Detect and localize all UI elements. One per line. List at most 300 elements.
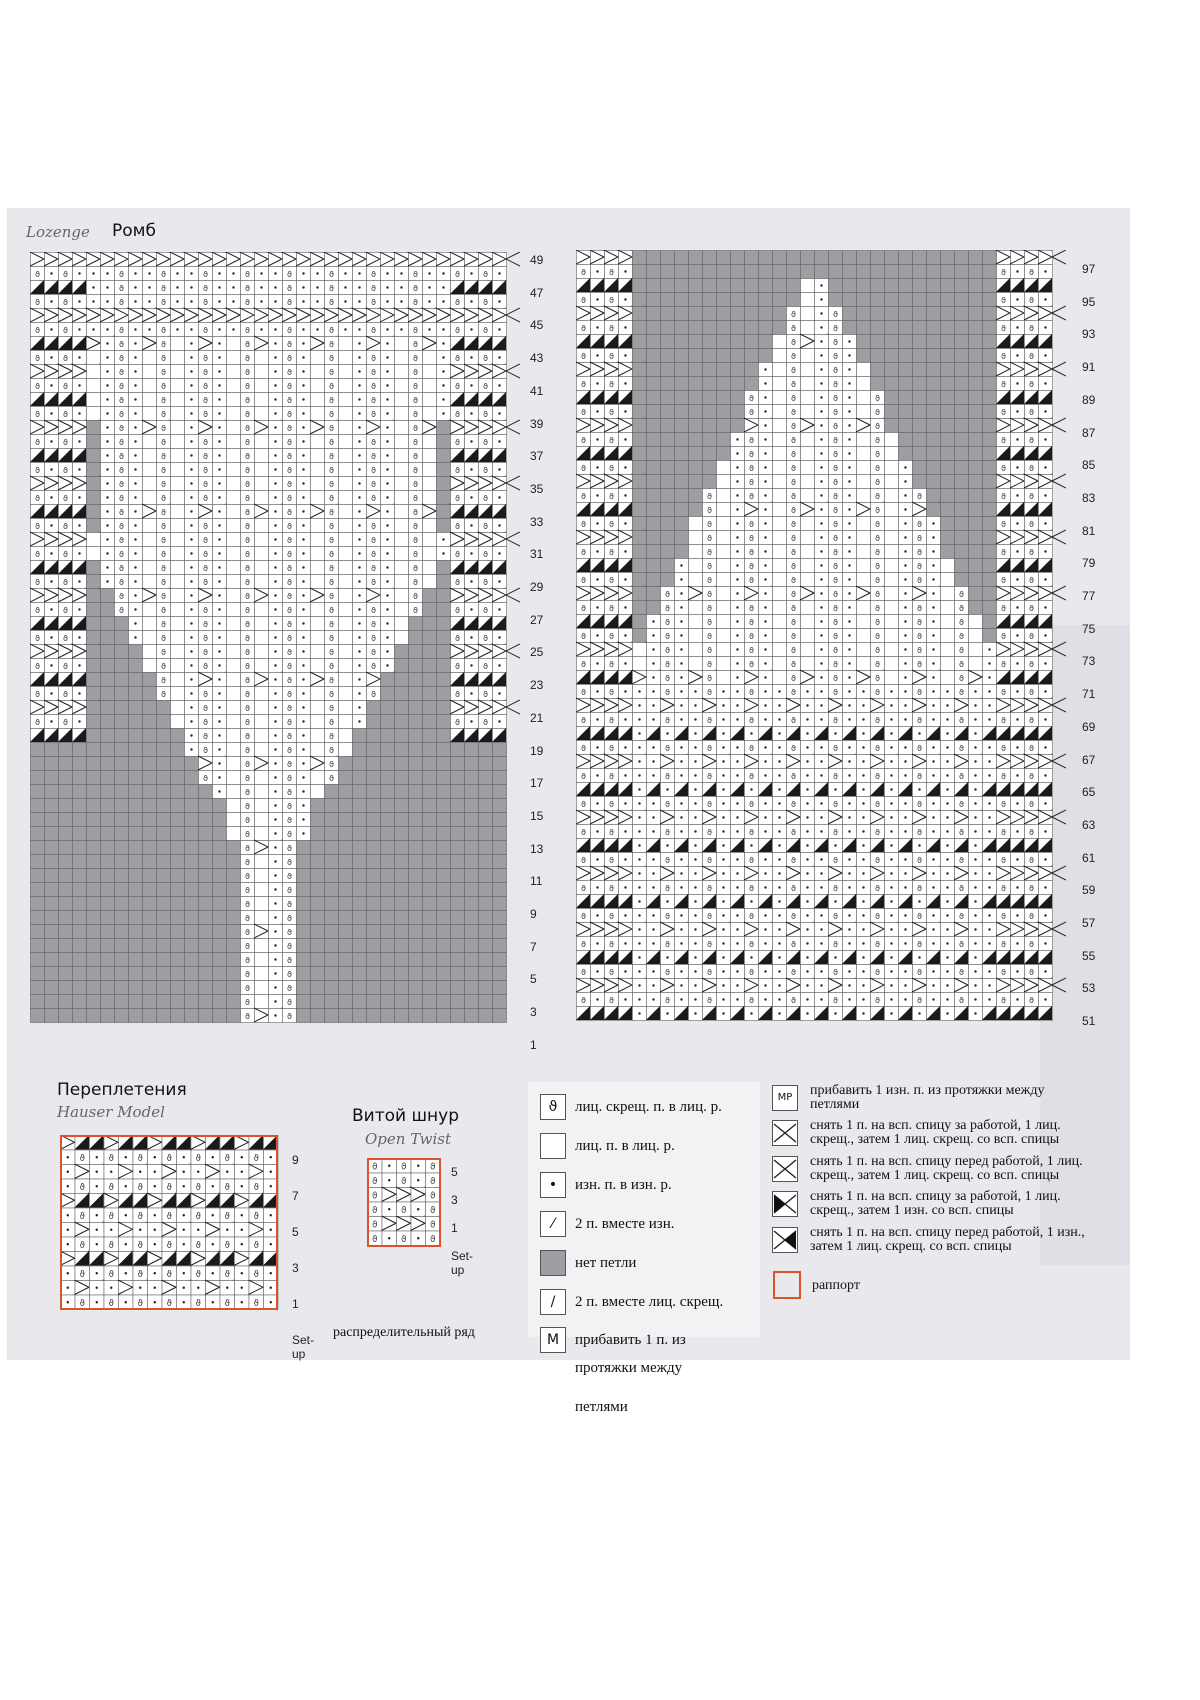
svg-text:ϑ: ϑ	[161, 354, 166, 363]
svg-text:ϑ: ϑ	[959, 632, 964, 641]
svg-text:ϑ: ϑ	[245, 984, 250, 993]
svg-text:ϑ: ϑ	[749, 408, 754, 417]
svg-text:ϑ: ϑ	[413, 396, 418, 405]
svg-text:ϑ: ϑ	[791, 632, 796, 641]
svg-text:ϑ: ϑ	[581, 660, 586, 669]
svg-text:ϑ: ϑ	[1001, 380, 1006, 389]
svg-text:ϑ: ϑ	[329, 760, 334, 769]
svg-text:ϑ: ϑ	[245, 900, 250, 909]
svg-text:ϑ: ϑ	[791, 450, 796, 459]
svg-text:ϑ: ϑ	[791, 338, 796, 347]
svg-text:ϑ: ϑ	[287, 410, 292, 419]
svg-text:ϑ: ϑ	[581, 492, 586, 501]
lozenge-upper-row-label: 87	[1082, 425, 1096, 440]
lozenge-title-ru: Ромб	[112, 221, 156, 241]
svg-text:ϑ: ϑ	[833, 548, 838, 557]
svg-text:ϑ: ϑ	[161, 480, 166, 489]
svg-text:ϑ: ϑ	[609, 520, 614, 529]
svg-text:ϑ: ϑ	[161, 578, 166, 587]
svg-text:ϑ: ϑ	[287, 1012, 292, 1021]
svg-text:ϑ: ϑ	[1029, 548, 1034, 557]
hauser-row-label: 5	[292, 1225, 299, 1239]
svg-text:ϑ: ϑ	[749, 716, 754, 725]
svg-text:ϑ: ϑ	[833, 590, 838, 599]
svg-text:ϑ: ϑ	[287, 508, 292, 517]
legend-item-text: 2 п. вместе изн.	[575, 1216, 675, 1232]
legend-symbol-icon: ϑ	[540, 1094, 566, 1120]
svg-text:ϑ: ϑ	[413, 326, 418, 335]
svg-text:ϑ: ϑ	[609, 548, 614, 557]
lozenge-lower-row-label: 37	[530, 449, 544, 464]
svg-text:ϑ: ϑ	[917, 604, 922, 613]
svg-text:ϑ: ϑ	[413, 578, 418, 587]
svg-text:ϑ: ϑ	[609, 632, 614, 641]
svg-text:ϑ: ϑ	[483, 634, 488, 643]
svg-text:ϑ: ϑ	[371, 564, 376, 573]
svg-text:ϑ: ϑ	[329, 620, 334, 629]
svg-text:ϑ: ϑ	[581, 268, 586, 277]
svg-text:ϑ: ϑ	[707, 506, 712, 515]
svg-text:ϑ: ϑ	[371, 452, 376, 461]
svg-text:ϑ: ϑ	[413, 382, 418, 391]
svg-text:ϑ: ϑ	[791, 408, 796, 417]
legend-m-cont1: протяжки между	[575, 1360, 683, 1376]
svg-text:ϑ: ϑ	[35, 662, 40, 671]
svg-text:ϑ: ϑ	[329, 578, 334, 587]
cable-cross-icon	[772, 1156, 798, 1182]
svg-text:ϑ: ϑ	[581, 576, 586, 585]
svg-text:ϑ: ϑ	[63, 466, 68, 475]
svg-text:ϑ: ϑ	[371, 634, 376, 643]
svg-text:ϑ: ϑ	[329, 438, 334, 447]
lozenge-lower-cells	[30, 252, 520, 1023]
svg-text:ϑ: ϑ	[329, 396, 334, 405]
svg-text:ϑ: ϑ	[329, 368, 334, 377]
svg-text:ϑ: ϑ	[203, 536, 208, 545]
svg-text:ϑ: ϑ	[1001, 436, 1006, 445]
svg-text:ϑ: ϑ	[245, 410, 250, 419]
svg-text:ϑ: ϑ	[245, 970, 250, 979]
svg-text:ϑ: ϑ	[609, 436, 614, 445]
svg-text:ϑ: ϑ	[203, 732, 208, 741]
svg-text:ϑ: ϑ	[413, 480, 418, 489]
svg-text:ϑ: ϑ	[413, 606, 418, 615]
svg-text:ϑ: ϑ	[413, 536, 418, 545]
svg-text:ϑ: ϑ	[161, 284, 166, 293]
legend-item-text: изн. п. в изн. р.	[575, 1177, 672, 1193]
svg-text:ϑ: ϑ	[245, 760, 250, 769]
svg-text:ϑ: ϑ	[287, 802, 292, 811]
svg-text:ϑ: ϑ	[707, 716, 712, 725]
svg-text:ϑ: ϑ	[455, 354, 460, 363]
svg-text:ϑ: ϑ	[245, 536, 250, 545]
svg-text:ϑ: ϑ	[1001, 632, 1006, 641]
svg-text:ϑ: ϑ	[413, 438, 418, 447]
svg-text:ϑ: ϑ	[287, 844, 292, 853]
svg-text:ϑ: ϑ	[707, 604, 712, 613]
svg-text:ϑ: ϑ	[455, 690, 460, 699]
svg-text:ϑ: ϑ	[483, 578, 488, 587]
svg-text:ϑ: ϑ	[371, 368, 376, 377]
svg-text:ϑ: ϑ	[833, 674, 838, 683]
svg-text:ϑ: ϑ	[609, 296, 614, 305]
svg-text:ϑ: ϑ	[203, 368, 208, 377]
svg-text:ϑ: ϑ	[161, 494, 166, 503]
svg-text:ϑ: ϑ	[119, 410, 124, 419]
svg-text:ϑ: ϑ	[203, 620, 208, 629]
svg-text:ϑ: ϑ	[875, 660, 880, 669]
svg-text:ϑ: ϑ	[287, 396, 292, 405]
svg-text:ϑ: ϑ	[1029, 492, 1034, 501]
svg-text:ϑ: ϑ	[707, 548, 712, 557]
svg-text:ϑ: ϑ	[791, 478, 796, 487]
svg-text:ϑ: ϑ	[609, 324, 614, 333]
svg-text:ϑ: ϑ	[329, 480, 334, 489]
lozenge-lower-row-label: 1	[530, 1037, 537, 1052]
svg-text:ϑ: ϑ	[483, 550, 488, 559]
svg-text:ϑ: ϑ	[917, 716, 922, 725]
svg-text:ϑ: ϑ	[833, 380, 838, 389]
svg-text:ϑ: ϑ	[245, 298, 250, 307]
svg-text:ϑ: ϑ	[455, 718, 460, 727]
svg-text:ϑ: ϑ	[959, 646, 964, 655]
svg-text:ϑ: ϑ	[35, 690, 40, 699]
svg-text:ϑ: ϑ	[483, 522, 488, 531]
svg-text:ϑ: ϑ	[245, 494, 250, 503]
svg-text:ϑ: ϑ	[161, 606, 166, 615]
svg-text:ϑ: ϑ	[749, 492, 754, 501]
svg-text:ϑ: ϑ	[35, 326, 40, 335]
svg-text:ϑ: ϑ	[329, 284, 334, 293]
svg-text:ϑ: ϑ	[35, 438, 40, 447]
svg-text:ϑ: ϑ	[455, 494, 460, 503]
legend-symbol-icon: /	[540, 1289, 566, 1315]
svg-text:ϑ: ϑ	[287, 774, 292, 783]
svg-text:ϑ: ϑ	[287, 872, 292, 881]
svg-text:ϑ: ϑ	[917, 632, 922, 641]
lozenge-lower-row-label: 41	[530, 383, 544, 398]
svg-text:ϑ: ϑ	[203, 270, 208, 279]
lozenge-lower-row-label: 25	[530, 645, 544, 660]
svg-text:ϑ: ϑ	[371, 284, 376, 293]
svg-text:ϑ: ϑ	[707, 688, 712, 697]
svg-text:ϑ: ϑ	[119, 382, 124, 391]
svg-text:ϑ: ϑ	[245, 676, 250, 685]
lozenge-lower-row-label: 21	[530, 710, 544, 725]
lozenge-lower-row-label: 23	[530, 678, 544, 693]
svg-text:ϑ: ϑ	[581, 716, 586, 725]
svg-text:ϑ: ϑ	[287, 928, 292, 937]
hauser-row-label: Set-up	[292, 1333, 315, 1361]
svg-text:ϑ: ϑ	[581, 352, 586, 361]
lozenge-upper-row-label: 61	[1082, 850, 1096, 865]
svg-text:ϑ: ϑ	[581, 296, 586, 305]
svg-text:ϑ: ϑ	[581, 520, 586, 529]
svg-text:ϑ: ϑ	[581, 604, 586, 613]
svg-text:ϑ: ϑ	[35, 354, 40, 363]
lozenge-upper-row-label: 95	[1082, 294, 1096, 309]
svg-text:ϑ: ϑ	[35, 578, 40, 587]
svg-text:ϑ: ϑ	[581, 436, 586, 445]
svg-text:ϑ: ϑ	[875, 688, 880, 697]
svg-text:ϑ: ϑ	[875, 450, 880, 459]
svg-text:ϑ: ϑ	[287, 648, 292, 657]
svg-text:ϑ: ϑ	[791, 576, 796, 585]
svg-text:ϑ: ϑ	[917, 618, 922, 627]
svg-text:ϑ: ϑ	[791, 688, 796, 697]
svg-text:ϑ: ϑ	[329, 550, 334, 559]
svg-text:ϑ: ϑ	[609, 408, 614, 417]
svg-text:ϑ: ϑ	[245, 844, 250, 853]
svg-text:ϑ: ϑ	[245, 774, 250, 783]
twist-row-label: Set-up	[451, 1249, 474, 1277]
svg-text:ϑ: ϑ	[203, 298, 208, 307]
svg-text:ϑ: ϑ	[245, 550, 250, 559]
twist-row-label: 3	[451, 1193, 458, 1207]
svg-text:ϑ: ϑ	[161, 564, 166, 573]
svg-text:ϑ: ϑ	[245, 914, 250, 923]
svg-text:ϑ: ϑ	[917, 492, 922, 501]
svg-text:ϑ: ϑ	[287, 634, 292, 643]
svg-text:ϑ: ϑ	[329, 494, 334, 503]
lozenge-upper-row-label: 51	[1082, 1014, 1096, 1029]
setup-note: распределительный ряд	[333, 1325, 475, 1340]
svg-text:ϑ: ϑ	[1029, 520, 1034, 529]
svg-text:ϑ: ϑ	[287, 718, 292, 727]
svg-text:ϑ: ϑ	[63, 578, 68, 587]
svg-text:ϑ: ϑ	[245, 704, 250, 713]
svg-text:ϑ: ϑ	[791, 394, 796, 403]
svg-text:ϑ: ϑ	[287, 480, 292, 489]
svg-text:ϑ: ϑ	[203, 634, 208, 643]
svg-text:ϑ: ϑ	[791, 436, 796, 445]
svg-text:ϑ: ϑ	[791, 674, 796, 683]
svg-text:ϑ: ϑ	[119, 606, 124, 615]
lozenge-lower-row-label: 3	[530, 1005, 537, 1020]
svg-text:ϑ: ϑ	[245, 788, 250, 797]
svg-text:ϑ: ϑ	[707, 646, 712, 655]
svg-text:ϑ: ϑ	[455, 466, 460, 475]
hauser-title-ru: Переплетения	[57, 1080, 187, 1100]
svg-text:ϑ: ϑ	[203, 382, 208, 391]
svg-text:ϑ: ϑ	[1001, 716, 1006, 725]
svg-text:ϑ: ϑ	[203, 466, 208, 475]
svg-text:ϑ: ϑ	[203, 550, 208, 559]
svg-text:ϑ: ϑ	[833, 562, 838, 571]
legend-symbol-icon: ⁄	[540, 1211, 566, 1237]
legend-item-text: прибавить 1 п. из	[575, 1332, 686, 1348]
svg-text:ϑ: ϑ	[287, 676, 292, 685]
svg-text:ϑ: ϑ	[875, 604, 880, 613]
lozenge-upper-cells	[576, 250, 1066, 1021]
svg-text:ϑ: ϑ	[791, 506, 796, 515]
svg-text:ϑ: ϑ	[875, 618, 880, 627]
svg-text:ϑ: ϑ	[875, 436, 880, 445]
svg-text:ϑ: ϑ	[483, 718, 488, 727]
svg-text:ϑ: ϑ	[875, 422, 880, 431]
svg-text:ϑ: ϑ	[203, 690, 208, 699]
svg-text:ϑ: ϑ	[749, 632, 754, 641]
svg-text:ϑ: ϑ	[245, 354, 250, 363]
svg-text:ϑ: ϑ	[917, 562, 922, 571]
svg-text:ϑ: ϑ	[791, 534, 796, 543]
svg-text:ϑ: ϑ	[119, 270, 124, 279]
svg-text:ϑ: ϑ	[833, 618, 838, 627]
svg-text:ϑ: ϑ	[581, 324, 586, 333]
svg-text:ϑ: ϑ	[287, 662, 292, 671]
svg-text:ϑ: ϑ	[63, 522, 68, 531]
svg-text:ϑ: ϑ	[287, 690, 292, 699]
lozenge-chart-lower	[30, 252, 520, 1050]
svg-text:ϑ: ϑ	[119, 466, 124, 475]
svg-text:ϑ: ϑ	[413, 270, 418, 279]
svg-text:ϑ: ϑ	[875, 548, 880, 557]
legend-right-text: снять 1 п. на всп. спицу перед работой, 1 изн.,	[810, 1225, 1085, 1240]
svg-text:ϑ: ϑ	[875, 492, 880, 501]
svg-text:ϑ: ϑ	[371, 536, 376, 545]
svg-text:ϑ: ϑ	[119, 354, 124, 363]
lozenge-upper-row-label: 85	[1082, 458, 1096, 473]
svg-text:ϑ: ϑ	[833, 352, 838, 361]
svg-text:ϑ: ϑ	[245, 592, 250, 601]
svg-text:ϑ: ϑ	[245, 746, 250, 755]
svg-text:ϑ: ϑ	[119, 578, 124, 587]
svg-text:ϑ: ϑ	[119, 368, 124, 377]
svg-text:ϑ: ϑ	[329, 466, 334, 475]
cable-cross-icon	[772, 1120, 798, 1146]
lozenge-lower-row-label: 13	[530, 841, 544, 856]
svg-text:ϑ: ϑ	[413, 508, 418, 517]
svg-text:ϑ: ϑ	[665, 646, 670, 655]
svg-text:ϑ: ϑ	[413, 368, 418, 377]
svg-text:ϑ: ϑ	[287, 760, 292, 769]
svg-text:ϑ: ϑ	[63, 382, 68, 391]
legend-right-text: снять 1 п. на всп. спицу за работой, 1 лиц.	[810, 1189, 1061, 1204]
twist-chart	[367, 1158, 445, 1256]
svg-text:ϑ: ϑ	[203, 662, 208, 671]
svg-text:ϑ: ϑ	[791, 562, 796, 571]
svg-text:ϑ: ϑ	[329, 452, 334, 461]
svg-text:ϑ: ϑ	[245, 718, 250, 727]
svg-text:ϑ: ϑ	[455, 410, 460, 419]
hauser-row-label: 1	[292, 1297, 299, 1311]
svg-text:ϑ: ϑ	[875, 394, 880, 403]
svg-text:ϑ: ϑ	[749, 436, 754, 445]
svg-text:ϑ: ϑ	[245, 452, 250, 461]
svg-text:ϑ: ϑ	[371, 522, 376, 531]
svg-text:ϑ: ϑ	[917, 520, 922, 529]
lozenge-lower-row-label: 11	[530, 874, 543, 889]
svg-text:ϑ: ϑ	[917, 548, 922, 557]
svg-text:ϑ: ϑ	[875, 562, 880, 571]
svg-text:ϑ: ϑ	[329, 634, 334, 643]
svg-text:ϑ: ϑ	[791, 604, 796, 613]
svg-text:ϑ: ϑ	[959, 716, 964, 725]
svg-text:ϑ: ϑ	[329, 690, 334, 699]
svg-text:ϑ: ϑ	[245, 648, 250, 657]
svg-text:ϑ: ϑ	[749, 688, 754, 697]
svg-text:ϑ: ϑ	[959, 660, 964, 669]
svg-text:ϑ: ϑ	[791, 520, 796, 529]
legend-symbol-icon	[540, 1133, 566, 1159]
svg-text:ϑ: ϑ	[665, 674, 670, 683]
svg-text:ϑ: ϑ	[413, 550, 418, 559]
svg-text:ϑ: ϑ	[455, 606, 460, 615]
svg-text:ϑ: ϑ	[245, 942, 250, 951]
svg-text:ϑ: ϑ	[245, 340, 250, 349]
svg-text:ϑ: ϑ	[35, 606, 40, 615]
svg-text:ϑ: ϑ	[161, 438, 166, 447]
svg-text:ϑ: ϑ	[329, 354, 334, 363]
svg-text:ϑ: ϑ	[483, 438, 488, 447]
svg-text:ϑ: ϑ	[63, 298, 68, 307]
svg-text:ϑ: ϑ	[371, 620, 376, 629]
svg-text:ϑ: ϑ	[287, 606, 292, 615]
svg-text:ϑ: ϑ	[63, 438, 68, 447]
svg-text:ϑ: ϑ	[833, 534, 838, 543]
svg-text:ϑ: ϑ	[455, 298, 460, 307]
svg-text:ϑ: ϑ	[245, 886, 250, 895]
svg-text:ϑ: ϑ	[413, 522, 418, 531]
lozenge-lower-row-label: 5	[530, 972, 537, 987]
svg-text:ϑ: ϑ	[665, 590, 670, 599]
svg-text:ϑ: ϑ	[161, 592, 166, 601]
svg-text:ϑ: ϑ	[609, 380, 614, 389]
lozenge-title-en: Lozenge	[26, 223, 90, 241]
svg-text:ϑ: ϑ	[245, 522, 250, 531]
svg-text:ϑ: ϑ	[609, 716, 614, 725]
svg-text:ϑ: ϑ	[707, 590, 712, 599]
svg-text:ϑ: ϑ	[203, 410, 208, 419]
svg-text:ϑ: ϑ	[791, 352, 796, 361]
svg-text:ϑ: ϑ	[119, 550, 124, 559]
lozenge-lower-row-label: 35	[530, 481, 544, 496]
svg-text:ϑ: ϑ	[329, 410, 334, 419]
svg-text:ϑ: ϑ	[203, 494, 208, 503]
lozenge-lower-row-label: 31	[530, 547, 544, 562]
svg-text:ϑ: ϑ	[665, 688, 670, 697]
svg-text:ϑ: ϑ	[413, 298, 418, 307]
svg-text:ϑ: ϑ	[609, 492, 614, 501]
svg-text:ϑ: ϑ	[371, 550, 376, 559]
svg-text:ϑ: ϑ	[35, 550, 40, 559]
svg-text:ϑ: ϑ	[245, 620, 250, 629]
lozenge-upper-row-label: 59	[1082, 883, 1096, 898]
svg-text:ϑ: ϑ	[791, 422, 796, 431]
svg-text:ϑ: ϑ	[1029, 352, 1034, 361]
svg-text:ϑ: ϑ	[161, 676, 166, 685]
svg-text:ϑ: ϑ	[63, 662, 68, 671]
svg-text:ϑ: ϑ	[707, 674, 712, 683]
svg-text:ϑ: ϑ	[791, 380, 796, 389]
svg-text:ϑ: ϑ	[161, 522, 166, 531]
svg-text:ϑ: ϑ	[287, 830, 292, 839]
svg-text:ϑ: ϑ	[833, 506, 838, 515]
svg-text:ϑ: ϑ	[371, 648, 376, 657]
svg-text:ϑ: ϑ	[161, 466, 166, 475]
svg-text:ϑ: ϑ	[875, 674, 880, 683]
svg-text:ϑ: ϑ	[413, 564, 418, 573]
svg-text:ϑ: ϑ	[707, 534, 712, 543]
lozenge-upper-row-label: 81	[1082, 523, 1096, 538]
svg-text:ϑ: ϑ	[371, 396, 376, 405]
svg-text:ϑ: ϑ	[287, 858, 292, 867]
svg-text:ϑ: ϑ	[1029, 408, 1034, 417]
svg-text:ϑ: ϑ	[245, 858, 250, 867]
svg-text:ϑ: ϑ	[371, 270, 376, 279]
svg-text:ϑ: ϑ	[63, 354, 68, 363]
lozenge-upper-row-label: 97	[1082, 262, 1096, 276]
